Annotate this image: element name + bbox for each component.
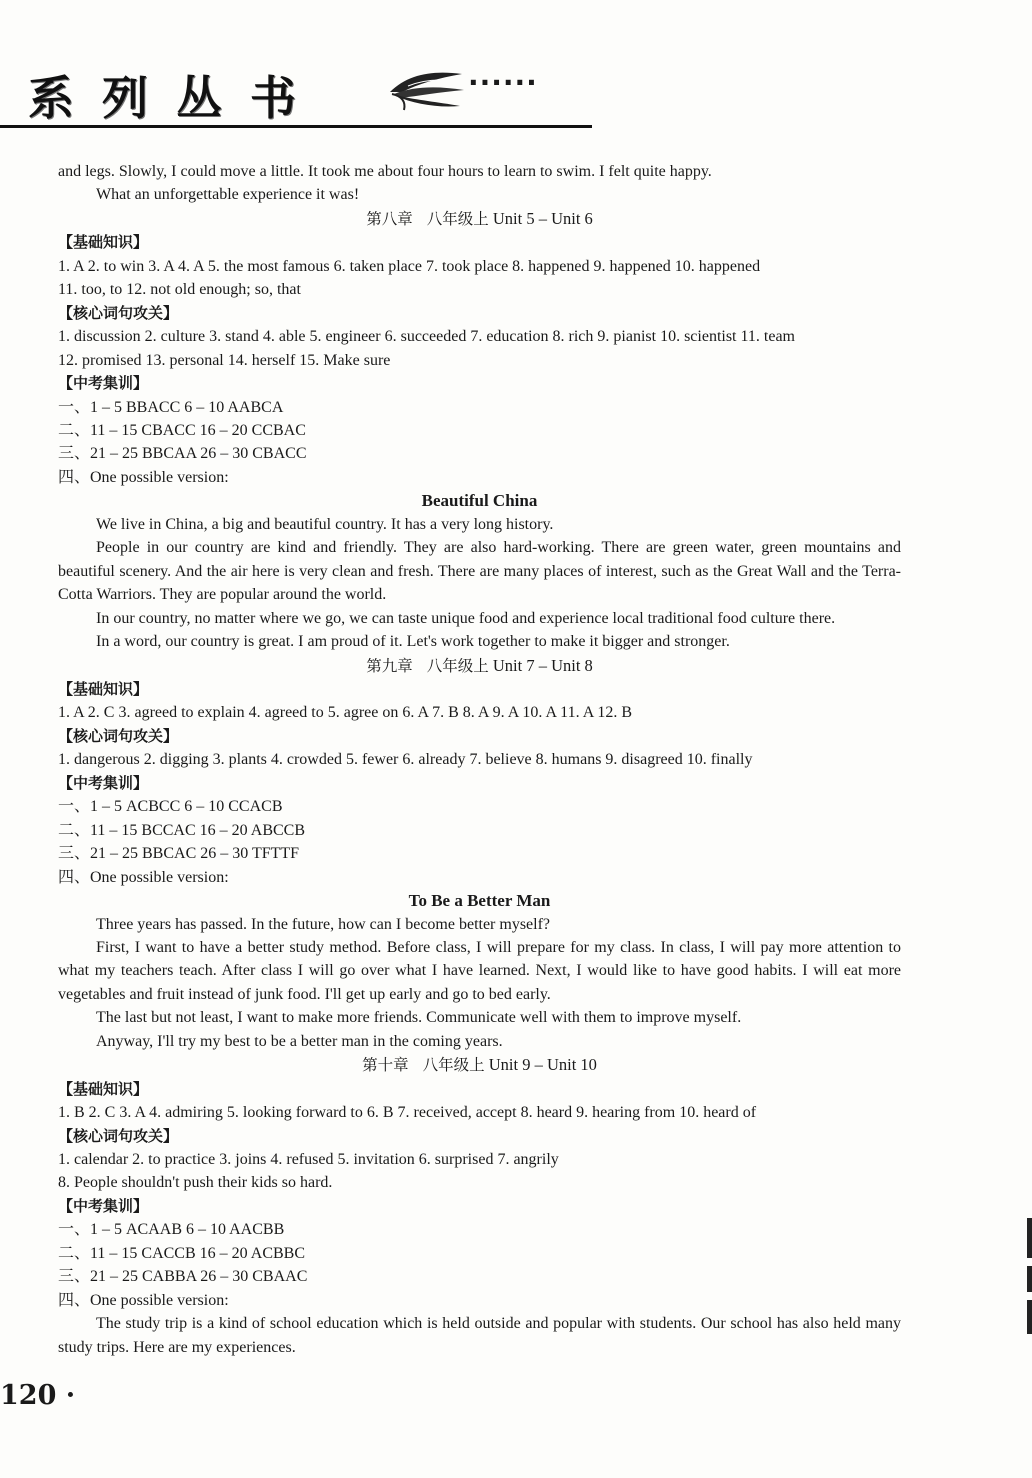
answer-line: 1. B 2. C 3. A 4. admiring 5. looking forward to 6. B 7. received, accept 8. heard 9. hearing from 10. heard of (58, 1104, 757, 1122)
answer-line: 一、1 – 5 ACBCC 6 – 10 CCACB (58, 798, 283, 816)
series-header (0, 52, 600, 132)
answer-line: 1. dangerous 2. digging 3. plants 4. crowded 5. fewer 6. already 7. believe 8. humans 9. disagreed 10. finally (58, 751, 753, 769)
answer-line: 四、One possible version: (58, 1291, 229, 1309)
essay-paragraph: People in our country are kind and friendly. They are also hard-working. There are green water, green mountains and beautiful scenery. And the air here is very clean and fresh. There are many places of interest, such as the Great Wall and the Terra-Cotta Warriors. They are popular around the world. (58, 539, 901, 604)
chapter-number: 第八章 (366, 209, 413, 228)
essay-paragraph: In our country, no matter where we go, we can taste unique food and experience local traditional food culture there. (96, 609, 836, 627)
answer-line: 1. calendar 2. to practice 3. joins 4. refused 5. invitation 6. surprised 7. angrily (58, 1151, 559, 1169)
edge-marks (1027, 1218, 1032, 1348)
essay-paragraph: The study trip is a kind of school education which is held outside and popular with students. Our school has also held many study trips. Here are my experiences. (58, 1315, 901, 1356)
chapter-grade: 八年级上 (426, 656, 489, 675)
answer-line: 二、11 – 15 CBACC 16 – 20 CCBAC (58, 421, 306, 439)
essay-paragraph: The last but not least, I want to make more friends. Communicate well with them to improve myself. (96, 1009, 742, 1027)
answer-line: 一、1 – 5 BBACC 6 – 10 AABCA (58, 398, 284, 416)
chapter-heading (58, 654, 901, 678)
essay-title: Beautiful China (421, 491, 538, 511)
essay-paragraph: Three years has passed. In the future, how can I become better myself? (96, 915, 551, 933)
chapter-number: 第十章 (362, 1056, 409, 1075)
answer-line: 二、11 – 15 BCCAC 16 – 20 ABCCB (58, 821, 306, 839)
series-title: 系列丛书 (28, 71, 324, 125)
section-label: 【中考集训】 (58, 374, 149, 393)
answer-line: 四、One possible version: (58, 868, 229, 886)
essay-paragraph: In a word, our country is great. I am proud of it. Let's work together to make it bigger and stronger. (96, 633, 730, 651)
chapter-heading (58, 1053, 901, 1077)
answer-line: 1. discussion 2. culture 3. stand 4. able 5. engineer 6. succeeded 7. education 8. rich 9. pianist 10. scientist 11. team (58, 328, 795, 346)
section-label: 【核心词句攻关】 (58, 303, 179, 322)
page-number: 120 · (0, 1380, 76, 1411)
answer-line: 三、21 – 25 CABBA 26 – 30 CBAAC (58, 1268, 308, 1286)
answer-line: 12. promised 13. personal 14. herself 15. Make sure (58, 351, 391, 369)
answer-content (58, 160, 901, 1359)
leaf-ornament-icon (388, 66, 468, 112)
chapter-grade: 八年级上 (426, 209, 489, 228)
section-label: 【基础知识】 (58, 233, 149, 252)
section-label: 【基础知识】 (58, 679, 149, 698)
section-label: 【基础知识】 (58, 1079, 149, 1098)
answer-line: 三、21 – 25 BBCAA 26 – 30 CBACC (58, 445, 307, 463)
intro-line: and legs. Slowly, I could move a little. It took me about four hours to learn to swim. I felt quite happy. (58, 163, 712, 180)
section-label: 【核心词句攻关】 (58, 1126, 179, 1145)
section-label: 【核心词句攻关】 (58, 726, 179, 745)
answer-line: 二、11 – 15 CACCB 16 – 20 ACBBC (58, 1244, 306, 1262)
chapter-units: Unit 7 – Unit 8 (492, 655, 593, 675)
answer-line: 8. People shouldn't push their kids so hard. (58, 1174, 333, 1192)
essay-paragraph: First, I want to have a better study method. Before class, I will prepare for my class. In class, I will pay more attention to what my teachers teach. After class I will go over what I have learned. Next, I would like to have good habits. I will eat more vegetables and fruit instead of junk food. I'll get up early and go to bed early. (58, 938, 901, 1003)
chapter-grade: 八年级上 (422, 1056, 485, 1075)
answer-line: 三、21 – 25 BBCAC 26 – 30 TFTTF (58, 845, 300, 863)
header-rule (0, 125, 592, 128)
answer-line: 一、1 – 5 ACAAB 6 – 10 AACBB (58, 1221, 285, 1239)
essay-paragraph: Anyway, I'll try my best to be a better man in the coming years. (96, 1032, 503, 1050)
answer-line: 1. A 2. to win 3. A 4. A 5. the most famous 6. taken place 7. took place 8. happened 9. happened 10. happened (58, 257, 761, 275)
chapter-number: 第九章 (366, 656, 413, 675)
chapter-units: Unit 9 – Unit 10 (488, 1055, 597, 1075)
header-dots: ······ (468, 66, 538, 99)
answer-line: 1. A 2. C 3. agreed to explain 4. agreed to 5. agree on 6. A 7. B 8. A 9. A 10. A 11. A 12. B (58, 704, 633, 722)
chapter-units: Unit 5 – Unit 6 (492, 208, 593, 228)
intro-line: What an unforgettable experience it was! (96, 186, 360, 204)
answer-line: 11. too, to 12. not old enough; so, that (58, 281, 301, 299)
section-label: 【中考集训】 (58, 773, 149, 792)
essay-paragraph: We live in China, a big and beautiful country. It has a very long history. (96, 515, 554, 533)
chapter-heading (58, 207, 901, 231)
answer-line: 四、One possible version: (58, 468, 229, 486)
essay-title: To Be a Better Man (408, 891, 551, 911)
section-label: 【中考集训】 (58, 1196, 149, 1215)
